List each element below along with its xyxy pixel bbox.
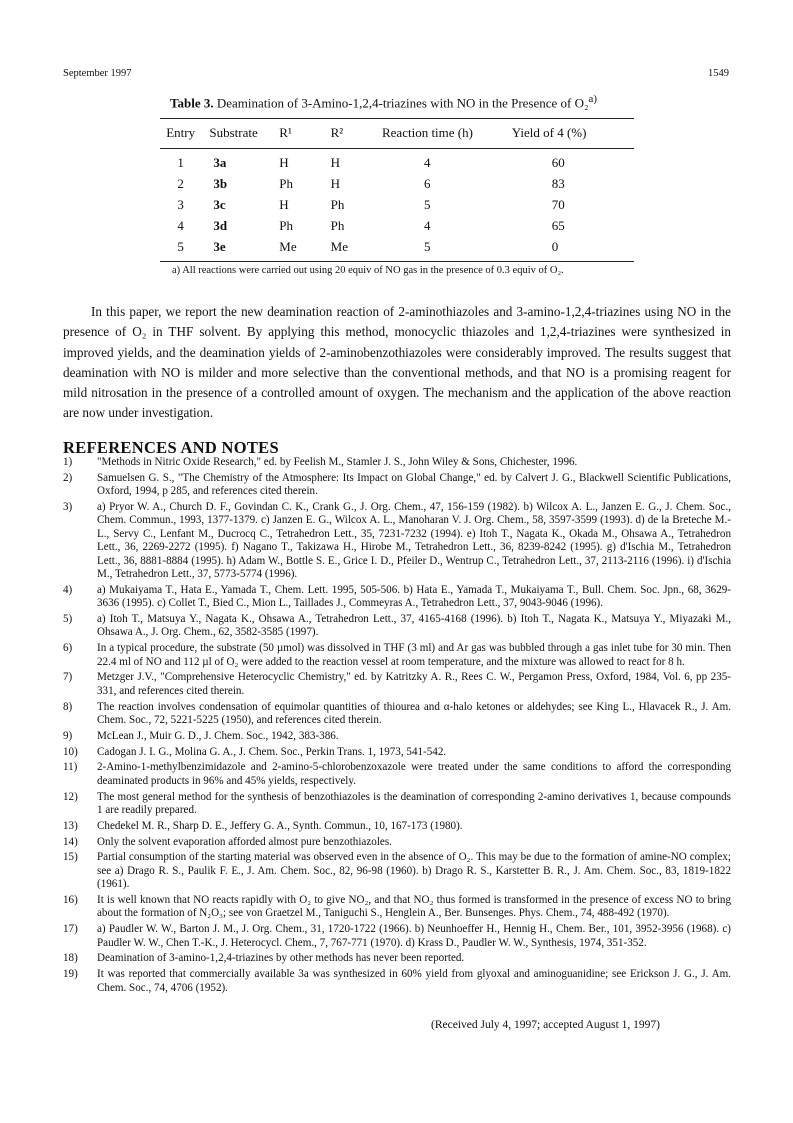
reference-number: 2) — [63, 471, 73, 484]
cell-substrate: 3a — [213, 154, 227, 170]
reference-number: 4) — [63, 583, 73, 596]
reference-number: 5) — [63, 613, 73, 626]
reference-item — [63, 642, 731, 669]
reference-number: 8) — [63, 700, 73, 713]
header-substrate: Substrate — [209, 125, 258, 140]
reference-item — [63, 968, 731, 995]
cell-yield: 70 — [551, 196, 565, 212]
reference-text: Deamination of 3-amino-1,2,4-triazines by other methods has never been reported. — [97, 952, 465, 965]
table-title: Deamination of 3-Amino-1,2,4-triazines with NO in the Presence of O₂ — [216, 95, 589, 111]
cell-r2: Me — [330, 238, 348, 254]
header-reaction-time: Reaction time (h) — [381, 125, 473, 140]
reference-text: McLean J., Muir G. D., J. Chem. Soc., 1942, 383-386. — [97, 729, 339, 742]
reference-number: 16) — [63, 894, 78, 907]
table-row — [160, 173, 634, 194]
reference-text: It was reported that commercially available 3a was synthesized in 60% yield from glyoxal and aminoguanidine; see Erickson J. G., J. Am. Chem. Soc., 74, 4706 (1952). — [97, 968, 731, 994]
reference-text: 2-Amino-1-methylbenzimidazole and 2-amino-5-chlorobenzoxazole were treated under the same conditions to afford the corresponding deaminated products in 96% and 45% yields, respectively. — [97, 761, 731, 787]
reference-item — [63, 836, 731, 849]
reference-number: 12) — [63, 790, 78, 803]
reference-number: 19) — [63, 968, 78, 981]
body-paragraph: In this paper, we report the new deamination reaction of 2-aminothiazoles and 3-amino-1,2,4-triazines using NO in the presence of O₂ in THF solvent. By applying this method, monocyclic thiazoles and 1,2,4-triazines were synthesized in improved yields, and the deamination yields of 2-aminobenzothiazoles were considerably improved. The results suggest that deamination with NO is milder and more selective than the conventional methods, and that NO is a promising reagent for mild nitrosation in the presence of a controlled amount of oxygen. The mechanism and the application of the above reaction are now under investigation. — [63, 304, 731, 421]
cell-r1: H — [279, 154, 289, 170]
reference-text: Chedekel M. R., Sharp D. E., Jeffery G. A., Synth. Commun., 10, 167-173 (1980). — [97, 819, 463, 832]
reference-number: 11) — [63, 761, 78, 774]
reference-text: Samuelsen G. S., "The Chemistry of the Atmosphere: Its Impact on Global Change," ed. by Calvert J. G., Blackwell Scientific Publications, Oxford, 1994, p 285, and references cited therein. — [97, 471, 731, 498]
reference-item — [63, 761, 731, 788]
reference-text: Partial consumption of the starting material was observed even in the absence of O₂. This may be due to the formation of amine-NO complex; see a) Drago R. S., Paulik F. E., J. Am. Chem. Soc., 82, 96-98 (1960). b) Drago R. S., Karstetter B. R., J. Am. Chem. Soc., 83, 1819-1822 (1961). — [97, 851, 731, 891]
reference-item — [63, 894, 731, 921]
cell-entry: 5 — [177, 238, 184, 254]
cell-r1: H — [279, 196, 289, 212]
cell-r2: Ph — [330, 217, 345, 233]
reference-item — [63, 671, 731, 698]
reference-item — [63, 923, 731, 950]
running-head-date: September 1997 — [63, 68, 132, 79]
reference-text: The most general method for the synthesis of benzothiazoles is the deamination of corresponding 2-amino derivatives 1, because compounds 1 are readily prepared. — [97, 790, 731, 817]
cell-substrate: 3d — [213, 217, 228, 233]
table-caption — [170, 93, 597, 111]
cell-entry: 2 — [177, 175, 184, 191]
cell-substrate: 3c — [213, 196, 226, 212]
reference-number: 3) — [63, 501, 73, 513]
cell-r1: Ph — [279, 175, 294, 191]
reference-text: "Methods in Nitric Oxide Research," ed. by Feelish M., Stamler J. S., John Wiley & Sons, Chichester, 1996. — [97, 456, 578, 468]
cell-yield: 0 — [551, 238, 559, 254]
cell-substrate: 3e — [213, 238, 226, 254]
reference-item — [63, 613, 731, 640]
references-heading: REFERENCES AND NOTES — [63, 438, 279, 457]
reference-text: a) Itoh T., Matsuya Y., Nagata K., Ohsawa A., Tetrahedron Lett., 37, 4165-4168 (1996). b) Itoh T., Nagata K., Matsuya Y., Miyazaki M., Ohsawa A., J. Org. Chem., 62, 3582-3585 (1997). — [97, 613, 731, 639]
reference-text: a) Paudler W. W., Barton J. M., J. Org. Chem., 31, 1720-1722 (1966). b) Neunhoeffer H., Hennig H., Chem. Ber., 101, 3952-3956 (1968). c) Paudler W. W., Chen T.-K., J. Heterocycl. Chem., 7, 767-771 (1970). d) Krass D., Paudler W. W., Synthesis, 1974, 351-352. — [97, 923, 731, 949]
header-r2: R² — [330, 125, 344, 140]
cell-r1: Me — [279, 238, 297, 254]
reference-text: a) Mukaiyama T., Hata E., Yamada T., Chem. Lett. 1995, 505-506. b) Hata E., Yamada T., Mukaiyama T., Bull. Chem. Soc. Jpn., 68, 3629-3636 (1995). c) Collet T., Bied C., Mion L., Taillades J., Commeyras A., Tetrahedron Lett., 37, 9043-9046 (1996). — [97, 583, 731, 610]
reference-number: 18) — [63, 952, 78, 965]
reference-number: 1) — [63, 456, 73, 468]
table-caption-footnote-mark: a) — [588, 93, 597, 105]
cell-reaction-time: 5 — [423, 196, 431, 212]
reference-text: Metzger J.V., "Comprehensive Heterocyclic Chemistry," ed. by Katritzky A. R., Rees C. W., Pergamon Press, Oxford, 1984, Vol. 6, pp 235-331, and references cited therein. — [97, 671, 731, 697]
table-row — [160, 215, 634, 236]
reference-item — [63, 501, 731, 581]
table-label: Table 3. — [170, 95, 214, 111]
cell-entry: 1 — [177, 154, 184, 170]
header-r1: R¹ — [279, 125, 292, 140]
reference-item — [63, 472, 731, 499]
reference-item — [63, 730, 731, 743]
cell-reaction-time: 5 — [423, 238, 431, 254]
table-row — [160, 194, 634, 215]
reference-item — [63, 456, 731, 469]
header-entry: Entry — [166, 125, 196, 140]
cell-yield: 65 — [551, 217, 565, 233]
table-footnote: a) All reactions were carried out using 20 equiv of NO gas in the presence of 0.3 equiv of O₂. — [172, 265, 564, 276]
reference-number: 6) — [63, 642, 73, 655]
header-yield: Yield of 4 (%) — [511, 125, 587, 140]
cell-entry: 3 — [177, 196, 184, 212]
reference-item — [63, 820, 731, 833]
table-top-rule — [160, 118, 634, 119]
cell-reaction-time: 6 — [423, 175, 431, 191]
table-row — [160, 152, 634, 173]
page-number: 1549 — [708, 68, 729, 79]
reference-number: 14) — [63, 835, 78, 848]
reference-text: a) Pryor W. A., Church D. F., Govindan C. K., Crank G., J. Org. Chem., 47, 156-159 (1982). b) Wilcox A. L., Janzen E. G., J. Chem. Soc., Chem. Commun., 1993, 1377-1379. c) Janzen E. G., Wilcox A. L., Manoharan V. J. Org. Chem., 58, 3597-3599 (1993). d) de la Breteche M.-L., Servy C., Lenfant M., Ducrocq C., Tetrahedron Lett., 35, 7231-7232 (1994). e) Itoh T., Nagata K., Okada M., Ohsawa A., Tetrahedron Lett., 36, 2269-2272 (1995). f) Nagano T., Takizawa H., Hirobe M., Tetrahedron Lett., 36, 8239-8242 (1995). g) d'Ischia M., Tetrahedron Lett., 36, 8881-8884 (1995). h) Adam W., Bottle S. E., Grice I. D., Pfeiler D., Wentrup C., Tetrahedron Lett., 37, 2113-2116 (1996). i) d'Ischia M., Tetrahedron Lett., 37, 5773-5774 (1996). — [97, 501, 731, 581]
results-table — [160, 120, 634, 257]
reference-item — [63, 584, 731, 611]
cell-r1: Ph — [279, 217, 294, 233]
cell-r2: Ph — [330, 196, 345, 212]
reference-item — [63, 952, 731, 965]
reference-item — [63, 791, 731, 818]
cell-entry: 4 — [177, 217, 184, 233]
reference-number: 17) — [63, 923, 78, 936]
reference-number: 13) — [63, 819, 78, 832]
cell-r2: H — [330, 175, 341, 191]
cell-yield: 83 — [551, 175, 565, 191]
cell-reaction-time: 4 — [423, 154, 431, 170]
reference-number: 9) — [63, 729, 73, 742]
reference-text: The reaction involves condensation of equimolar quantities of thiourea and α-halo ketones or aldehydes; see King L., Hlavacek R., J. Am. Chem. Soc., 72, 5221-5225 (1950), and references cited therein. — [97, 700, 731, 727]
cell-yield: 60 — [551, 154, 565, 170]
reference-item — [63, 701, 731, 728]
cell-r2: H — [330, 154, 341, 170]
references-list — [63, 456, 731, 997]
reference-text: In a typical procedure, the substrate (50 µmol) was dissolved in THF (3 ml) and Ar gas was bubbled through a gas inlet tube for 30 min. Then 22.4 ml of NO and 112 µl of O₂ were added to the reaction vessel at room temperature, and the mixture was allowed to react for 8 h. — [97, 642, 731, 668]
reference-text: Cadogan J. I. G., Molina G. A., J. Chem. Soc., Perkin Trans. 1, 1973, 541-542. — [97, 745, 447, 758]
table-row — [160, 236, 634, 257]
reference-number: 15) — [63, 851, 78, 864]
reference-number: 7) — [63, 671, 73, 684]
cell-reaction-time: 4 — [423, 217, 431, 233]
reference-number: 10) — [63, 745, 78, 758]
cell-substrate: 3b — [213, 175, 228, 191]
table-bottom-rule — [160, 261, 634, 262]
reference-text: Only the solvent evaporation afforded almost pure benzothiazoles. — [97, 835, 392, 848]
table-header-row — [160, 120, 634, 146]
reference-item — [63, 851, 731, 891]
received-dates: (Received July 4, 1997; accepted August 1, 1997) — [431, 1019, 660, 1031]
reference-item — [63, 746, 731, 759]
reference-text: It is well known that NO reacts rapidly with O₂ to give NO₂, and that NO₂ thus formed is transformed in the presence of excess NO to bring about the formation of N₂O₃; see von Graetzel M., Taniguchi S., Henglein A., Ber. Bunsenges. Phys. Chem., 74, 488-492 (1970). — [97, 894, 731, 920]
